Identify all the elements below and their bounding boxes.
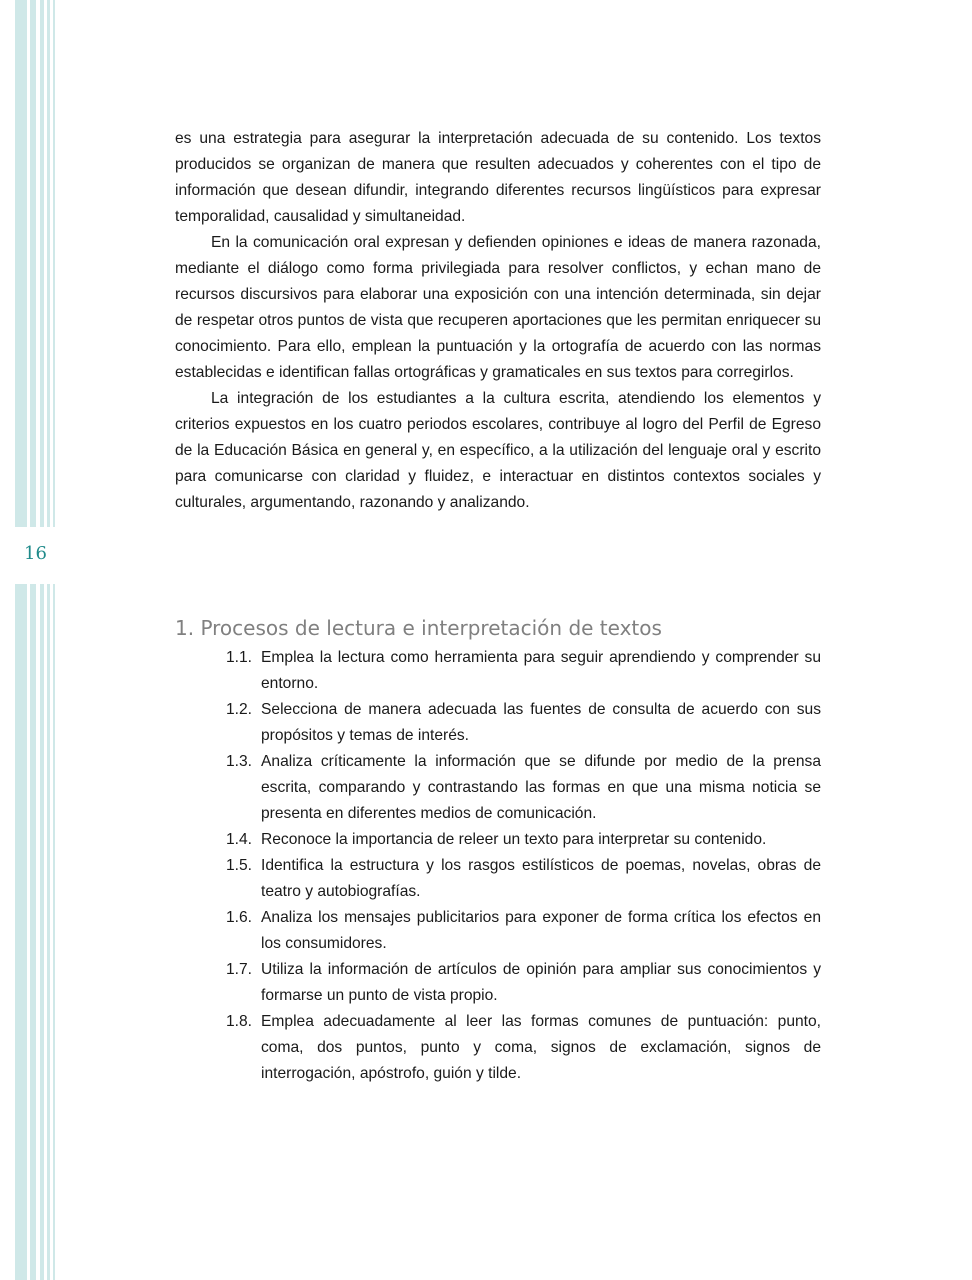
paragraph: es una estrategia para asegurar la interpretación adecuada de su contenido. Los textos producidos se organizan de manera que resulten adecuados y coherentes con el tipo de información que desean difundir, integrando diferentes recursos lingüísticos para expresar temporalidad, causalidad y simultaneidad. (175, 130, 821, 225)
item-number: 1.1. (226, 649, 253, 666)
item-text: Identifica la estructura y los rasgos estilísticos de poemas, novelas, obras de teatro y autobiografías. (261, 857, 821, 900)
item-number: 1.7. (226, 961, 253, 978)
stripe (47, 584, 50, 1280)
stripe (53, 0, 55, 527)
item-text: Reconoce la importancia de releer un texto para interpretar su contenido. (261, 831, 767, 848)
item-number: 1.5. (226, 857, 253, 874)
item-text: Selecciona de manera adecuada las fuentes de consulta de acuerdo con sus propósitos y temas de interés. (261, 701, 821, 744)
item-number: 1.2. (226, 701, 253, 718)
stripe (40, 584, 44, 1280)
body-text (175, 126, 821, 516)
list-item (226, 1009, 821, 1087)
stripe (53, 584, 55, 1280)
item-number: 1.8. (226, 1013, 253, 1030)
stripe (47, 0, 50, 527)
paragraph: En la comunicación oral expresan y defienden opiniones e ideas de manera razonada, mediante el diálogo como forma privilegiada para resolver conflictos, y echan mano de recursos discursivos para elaborar una exposición con una intención determinada, sin dejar de respetar otros puntos de vista que recuperen aportaciones que les permitan enriquecer su conocimiento. Para ello, emplean la puntuación y la ortografía de acuerdo con las normas establecidas e identifican fallas ortográficas y gramaticales en sus textos para corregirlos. (175, 234, 821, 381)
list-item (226, 697, 821, 749)
list-item (226, 905, 821, 957)
item-text: Analiza críticamente la información que se difunde por medio de la prensa escrita, comparando y contrastando las formas en que una misma noticia se presenta en diferentes medios de comunicación. (261, 753, 821, 822)
section-heading: 1. Procesos de lectura e interpretación de textos (175, 616, 662, 640)
numbered-list (226, 645, 821, 1087)
stripe (15, 584, 27, 1280)
paragraph: La integración de los estudiantes a la cultura escrita, atendiendo los elementos y criterios expuestos en los cuatro periodos escolares, contribuye al logro del Perfil de Egreso de la Educación Básica en general y, en específico, a la utilización del lenguaje oral y escrito para comunicarse con claridad y fluidez, e interactuar en distintos contextos sociales y culturales, argumentando, razonando y analizando. (175, 390, 821, 511)
stripe (15, 0, 27, 527)
list-item (226, 827, 821, 853)
item-text: Utiliza la información de artículos de opinión para ampliar sus conocimientos y formarse un punto de vista propio. (261, 961, 821, 1004)
stripe (30, 0, 36, 527)
list-item (226, 957, 821, 1009)
list-item (226, 853, 821, 905)
item-text: Analiza los mensajes publicitarios para exponer de forma crítica los efectos en los consumidores. (261, 909, 821, 952)
list-item (226, 749, 821, 827)
item-number: 1.4. (226, 831, 253, 848)
stripe (30, 584, 36, 1280)
stripe (40, 0, 44, 527)
item-text: Emplea la lectura como herramienta para seguir aprendiendo y comprender su entorno. (261, 649, 821, 692)
list-item (226, 645, 821, 697)
item-number: 1.6. (226, 909, 253, 926)
page-number: 16 (24, 543, 47, 564)
item-text: Emplea adecuadamente al leer las formas comunes de puntuación: punto, coma, dos puntos, punto y coma, signos de exclamación, signos de interrogación, apóstrofo, guión y tilde. (261, 1013, 821, 1082)
item-number: 1.3. (226, 753, 253, 770)
